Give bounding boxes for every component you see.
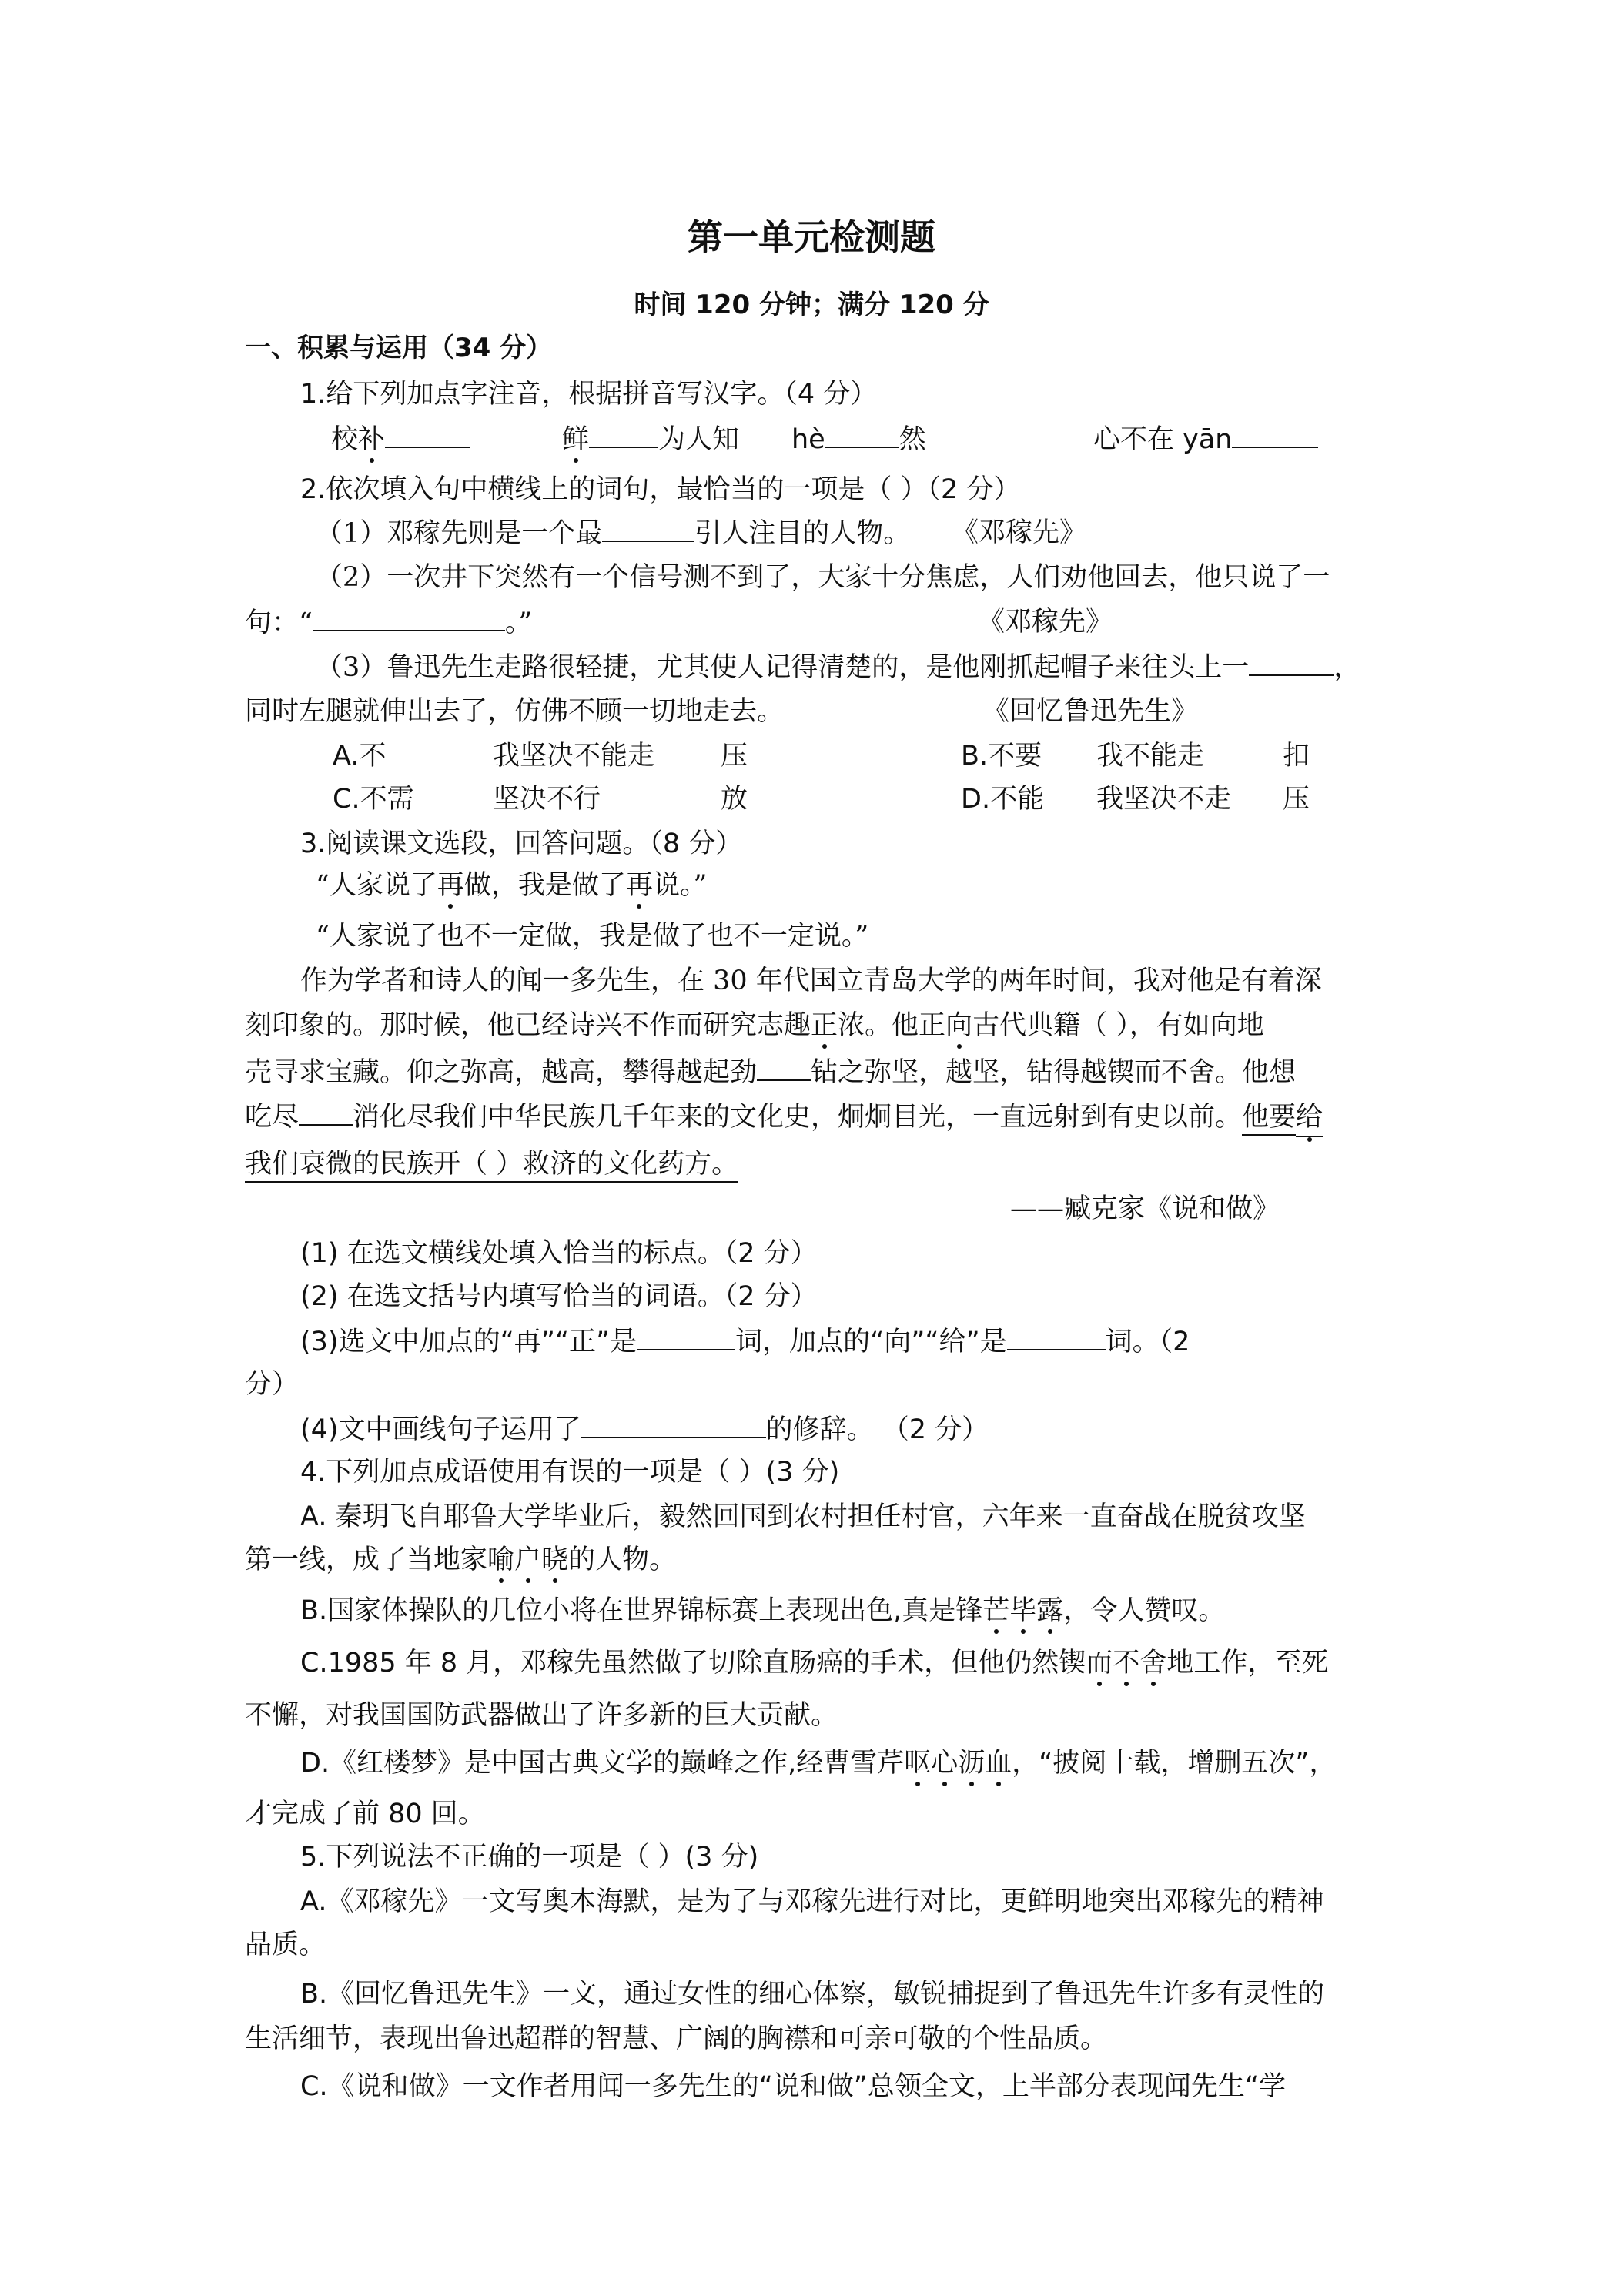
q4-option-b xyxy=(300,1594,1225,1628)
q3-sub-4 xyxy=(300,1412,989,1447)
q2-option-d-3: 压 xyxy=(1283,784,1310,815)
q3-sub-2: (2) 在选文括号内填写恰当的词语。（2 分） xyxy=(300,1281,818,1312)
q3-passage-line-2 xyxy=(245,1009,1264,1043)
q2-text: （1）邓稼先则是一个最 xyxy=(316,518,603,549)
q1-item-text: hè xyxy=(791,424,825,455)
q3-text: 的修辞。 （2 分） xyxy=(765,1414,989,1445)
q2-source-3: 《回忆鲁迅先生》 xyxy=(982,696,1199,727)
q3-sub-1: (1) 在选文横线处填入恰当的标点。（2 分） xyxy=(300,1238,818,1269)
answer-blank xyxy=(602,516,694,542)
q3-dotted-char: 给 xyxy=(1296,1100,1323,1137)
dotted-char: 不 xyxy=(1113,1648,1140,1678)
q3-stem: 3.阅读课文选段，回答问题。（8 分） xyxy=(300,828,743,859)
q2-source-1: 《邓稼先》 xyxy=(952,517,1087,548)
q1-item-3 xyxy=(791,422,926,457)
q4-dotted-phrase xyxy=(487,1545,568,1575)
q2-option-b: B.不要 xyxy=(961,741,1042,771)
q2-option-d: D.不能 xyxy=(961,784,1045,815)
page-subtitle: 时间 120 分钟；满分 120 分 xyxy=(634,290,989,320)
q2-text: 句：“ xyxy=(245,607,313,638)
q3-dotted-char: 正 xyxy=(811,1010,838,1041)
answer-blank xyxy=(581,1412,766,1438)
dotted-char: 而 xyxy=(1086,1648,1113,1678)
dotted-char: 心 xyxy=(931,1748,959,1779)
q1-item-4 xyxy=(1093,422,1318,457)
q4-text: 第一线，成了当地家 xyxy=(245,1545,488,1575)
q3-sub-3-cont: 分） xyxy=(245,1369,300,1400)
q3-dotted-char: 向 xyxy=(945,1010,973,1041)
q5-stem: 5.下列说法不正确的一项是（ ）(3 分) xyxy=(300,1842,759,1873)
answer-blank xyxy=(589,422,658,448)
answer-blank xyxy=(1232,422,1318,448)
q3-text: 壳寻求宝藏。仰之弥高，越高，攀得越起劲 xyxy=(245,1057,758,1088)
dotted-char: 露 xyxy=(1036,1595,1064,1626)
answer-blank xyxy=(385,422,470,448)
q4-option-a: A. 秦玥飞自耶鲁大学毕业后，毅然回国到农村担任村官，六年来一直奋战在脱贫攻坚 xyxy=(300,1501,1306,1532)
q4-text: C.1985 年 8 月，邓稼先虽然做了切除直肠癌的手术，但他仍然锲 xyxy=(300,1648,1086,1678)
answer-blank xyxy=(637,1324,735,1350)
answer-blank xyxy=(1249,650,1334,676)
q2-option-b-3: 扣 xyxy=(1283,741,1310,771)
section-heading: 一、积累与运用（34 分） xyxy=(245,333,553,363)
q4-option-d xyxy=(300,1746,1337,1780)
answer-blank xyxy=(825,422,899,448)
q2-option-b-2: 我不能走 xyxy=(1096,741,1205,771)
dotted-char: 舍 xyxy=(1139,1648,1167,1678)
q3-dotted-char: 再 xyxy=(625,870,653,901)
q3-text: 古代典籍（ ），有如向地 xyxy=(972,1010,1264,1041)
q4-option-a-cont xyxy=(245,1543,676,1577)
q4-text: 的人物。 xyxy=(568,1545,677,1575)
dotted-char: 晓 xyxy=(541,1545,569,1575)
q4-dotted-phrase xyxy=(1086,1648,1166,1678)
q4-option-c xyxy=(300,1646,1328,1680)
q3-sub-3 xyxy=(300,1324,1190,1359)
q1-item-text: 校 xyxy=(331,424,359,455)
q2-sentence-2-cont xyxy=(245,605,532,640)
q2-option-c-2: 坚决不行 xyxy=(493,784,601,815)
q4-text: ，“披阅十载，增删五次”， xyxy=(1012,1748,1337,1779)
q3-text: 做，我是做了 xyxy=(463,870,626,901)
q3-quote-2: “人家说了也不一定做，我是做了也不一定说。” xyxy=(316,921,869,952)
q3-passage-line-1: 作为学者和诗人的闻一多先生，在 30 年代国立青岛大学的两年时间，我对他是有着深 xyxy=(300,966,1322,996)
q2-text: （3）鲁迅先生走路很轻捷，尤其使人记得清楚的，是他刚抓起帽子来往头上一 xyxy=(316,652,1250,683)
q4-text: 地工作，至死 xyxy=(1166,1648,1329,1678)
q3-text: 浓。他正 xyxy=(838,1010,946,1041)
q3-source: ——臧克家《说和做》 xyxy=(1010,1193,1280,1224)
q5-option-b: B.《回忆鲁迅先生》一文，通过女性的细心体察，敏锐捕捉到了鲁迅先生许多有灵性的 xyxy=(300,1979,1325,2010)
q1-item-2 xyxy=(562,422,739,457)
q1-item-text: 然 xyxy=(899,424,926,455)
dotted-char: 沥 xyxy=(958,1748,986,1779)
dotted-char: 喻 xyxy=(487,1545,515,1575)
q2-option-a-3: 压 xyxy=(721,741,748,771)
page-title: 第一单元检测题 xyxy=(688,216,935,258)
q3-text: 刻印象的。那时候，他已经诗兴不作而研究志趣 xyxy=(245,1010,812,1041)
q2-stem: 2.依次填入句中横线上的词句，最恰当的一项是（ ）（2 分） xyxy=(300,474,1021,505)
dotted-char: 户 xyxy=(514,1545,542,1575)
underlined-text: 我们衰微的民族开（ ）救济的文化药方。 xyxy=(245,1149,738,1183)
q3-passage-line-5 xyxy=(245,1147,738,1181)
answer-blank xyxy=(313,605,505,631)
q3-passage-line-3 xyxy=(245,1055,1296,1089)
q3-text: (3)选文中加点的“再”“正”是 xyxy=(300,1327,637,1357)
q5-option-b-cont: 生活细节，表现出鲁迅超群的智慧、广阔的胸襟和可亲可敬的个性品质。 xyxy=(245,2023,1108,2054)
q3-text: (4)文中画线句子运用了 xyxy=(300,1414,581,1445)
answer-blank xyxy=(1007,1324,1106,1350)
q2-sentence-1 xyxy=(316,516,910,551)
q1-dotted-char: 补 xyxy=(358,424,386,455)
q4-stem: 4.下列加点成语使用有误的一项是（ ）(3 分) xyxy=(300,1457,840,1488)
q3-text: 说。” xyxy=(652,870,708,901)
q2-option-a-2: 我坚决不能走 xyxy=(493,741,655,771)
dotted-char: 芒 xyxy=(982,1595,1010,1626)
q1-item-1 xyxy=(331,422,470,457)
q4-option-d-cont: 才完成了前 80 回。 xyxy=(245,1799,485,1829)
q5-option-c: C.《说和做》一文作者用闻一多先生的“说和做”总领全文，上半部分表现闻先生“学 xyxy=(300,2071,1286,2102)
option-letter: A.不 xyxy=(333,741,387,771)
dotted-char: 毕 xyxy=(1009,1595,1037,1626)
q4-text: B.国家体操队的几位小将在世界锦标赛上表现出色,真是锋 xyxy=(300,1595,983,1626)
q4-option-c-cont: 不懈，对我国国防武器做出了许多新的巨大贡献。 xyxy=(245,1700,838,1731)
q2-option-d-2: 我坚决不走 xyxy=(1096,784,1232,815)
q3-text: 吃尽 xyxy=(245,1102,300,1133)
q2-sentence-3-cont: 同时左腿就伸出去了，仿佛不顾一切地走去。 xyxy=(245,696,785,727)
answer-blank xyxy=(299,1099,353,1126)
q2-option-c: C.不需 xyxy=(333,784,414,815)
q2-sentence-3 xyxy=(316,650,1360,684)
q4-dotted-phrase xyxy=(982,1595,1063,1626)
q2-option-c-3: 放 xyxy=(721,784,748,815)
q1-dotted-char: 鲜 xyxy=(562,424,590,455)
q2-source-2: 《邓稼先》 xyxy=(978,607,1113,638)
q5-option-a-cont: 品质。 xyxy=(245,1930,326,1960)
q1-stem: 1.给下列加点字注音，根据拼音写汉字。（4 分） xyxy=(300,379,878,410)
q2-text: 引人注目的人物。 xyxy=(694,518,911,549)
q2-text: 。” xyxy=(504,607,533,638)
q2-option-a xyxy=(333,739,386,773)
answer-blank xyxy=(757,1055,811,1081)
q1-item-text: 为人知 xyxy=(658,424,740,455)
q3-quote-1 xyxy=(316,869,707,902)
q4-dotted-phrase xyxy=(904,1748,1012,1779)
q3-text: 词。（2 xyxy=(1105,1327,1190,1357)
dotted-char: 血 xyxy=(985,1748,1012,1779)
q3-text: “人家说了 xyxy=(316,870,437,901)
q2-sentence-2: （2）一次井下突然有一个信号测不到了，大家十分焦虑，人们劝他回去，他只说了一 xyxy=(316,562,1330,593)
q2-text: ， xyxy=(1334,652,1361,683)
q5-option-a: A.《邓稼先》一文写奥本海默，是为了与邓稼先进行对比，更鲜明地突出邓稼先的精神 xyxy=(300,1886,1324,1917)
q3-passage-line-4 xyxy=(245,1099,1323,1137)
q4-text: ，令人赞叹。 xyxy=(1063,1595,1226,1626)
q3-text: 钻之弥坚，越坚，钻得越锲而不舍。他想 xyxy=(811,1057,1297,1088)
q1-item-text: 心不在 yān xyxy=(1093,424,1233,455)
q3-dotted-char: 再 xyxy=(437,870,464,901)
q3-text: 消化尽我们中华民族几千年来的文化史，炯炯目光，一直远射到有史以前。 xyxy=(353,1102,1243,1133)
q4-text: D.《红楼梦》是中国古典文学的巅峰之作,经曹雪芹 xyxy=(300,1748,905,1779)
dotted-char: 呕 xyxy=(904,1748,932,1779)
underlined-text: 他要 xyxy=(1242,1102,1296,1136)
q3-text: 词，加点的“向”“给”是 xyxy=(735,1327,1007,1357)
